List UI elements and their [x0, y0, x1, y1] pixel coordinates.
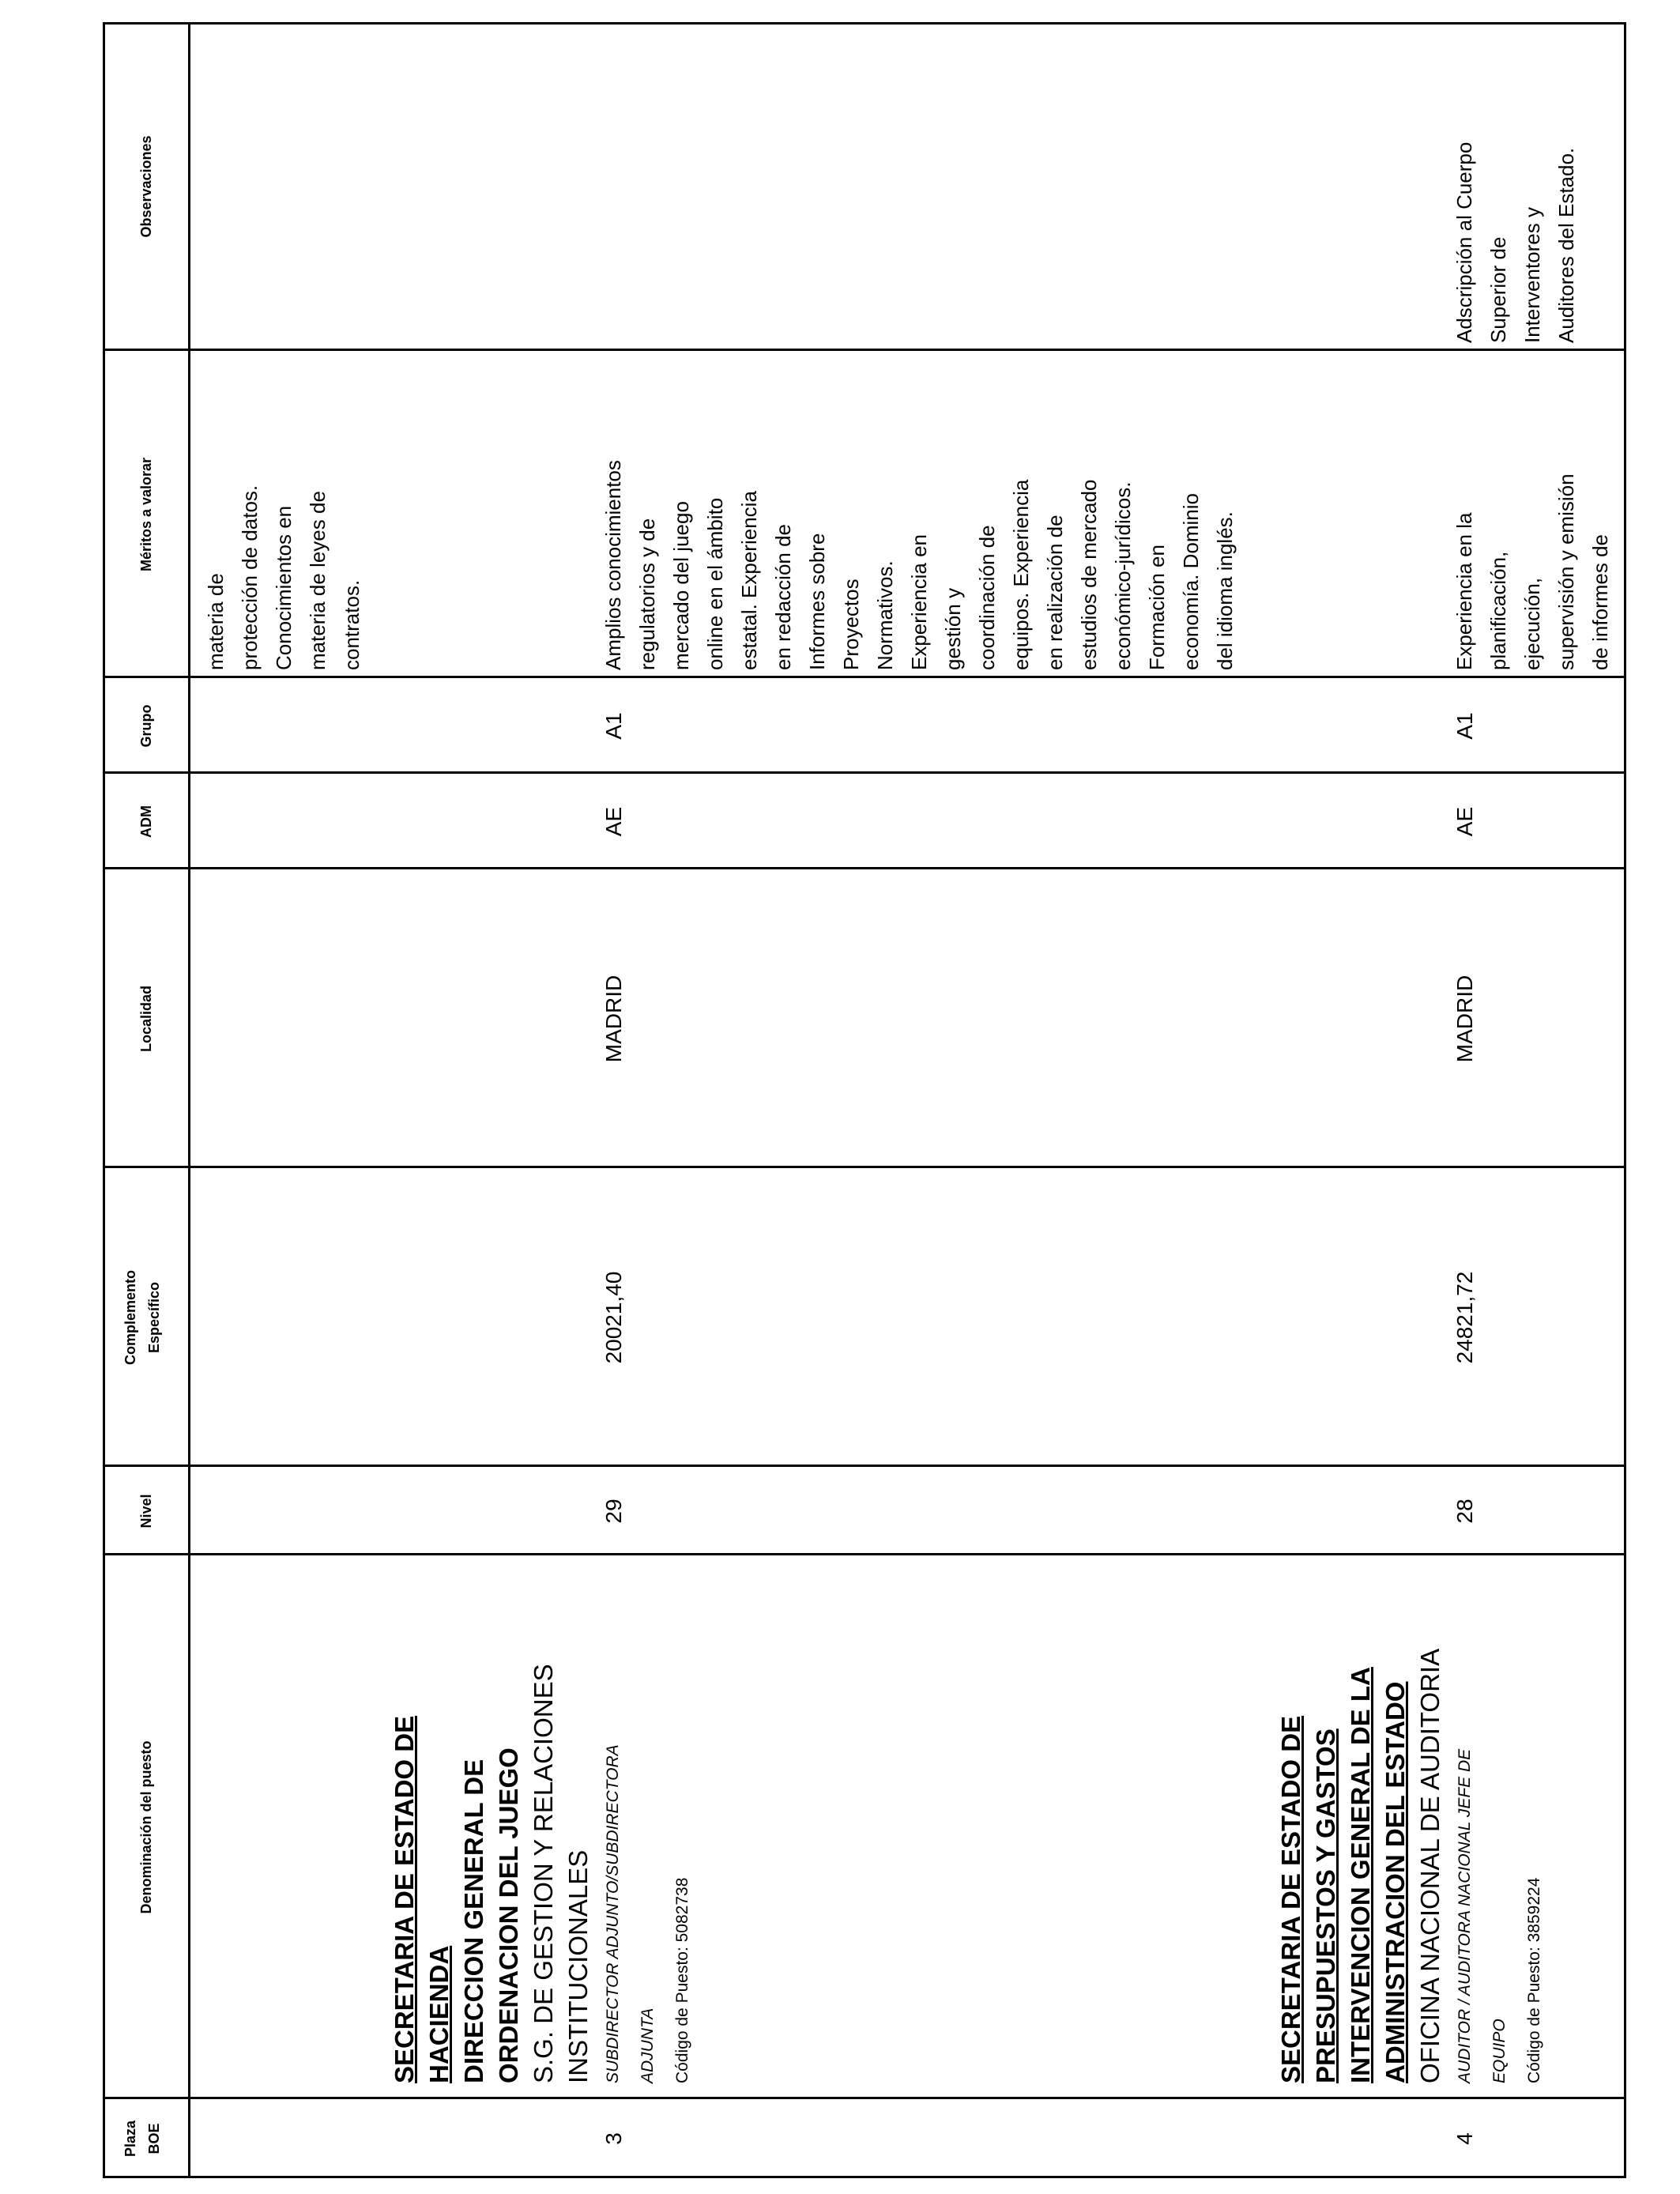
obs-line: Interventores y: [1520, 207, 1544, 343]
row2-grupo-value: A1: [1452, 712, 1477, 740]
header-complemento-line2: Específico: [146, 1281, 162, 1354]
row1-secretaria-line: SECRETARIA DE ESTADO DE: [390, 1715, 419, 2083]
row1-direccion-line: ORDENACION DEL JUEGO: [494, 1747, 523, 2083]
col-sep-6: [103, 771, 1626, 774]
merit-line: materia de leyes de: [306, 491, 330, 670]
row2-puesto-line: AUDITOR / AUDITORA NACIONAL JEFE DE: [1456, 1748, 1474, 2083]
merit-line: Conocimientos en: [272, 505, 296, 670]
merit-line: en redacción de: [771, 523, 795, 670]
merit-line: de informes de: [1588, 534, 1612, 670]
row2-secretaria-line: SECRETARIA DE ESTADO DE: [1276, 1715, 1305, 2083]
row1-unidad-line: INSTITUCIONALES: [563, 1849, 593, 2083]
row2-meritos: [1448, 354, 1618, 670]
header-nivel: [134, 1467, 158, 1555]
header-complemento-line1: Complemento: [122, 1270, 138, 1366]
header-nivel-label: Nivel: [138, 1494, 154, 1529]
row1-direccion-line: DIRECCION GENERAL DE: [459, 1759, 488, 2083]
merit-line: coordinación de: [975, 525, 999, 670]
header-adm-label: ADM: [138, 805, 154, 838]
row1-plaza-value: 3: [601, 2132, 626, 2145]
header-complemento: [119, 1168, 166, 1467]
row1-plaza: [597, 2099, 631, 2178]
merit-line: regulatorios y de: [635, 518, 659, 670]
carryover-meritos: [199, 354, 369, 670]
merit-line: equipos. Experiencia: [1009, 479, 1033, 670]
row2-puesto-line: EQUIPO: [1490, 2019, 1509, 2083]
obs-line: Auditores del Estado.: [1554, 147, 1578, 343]
row1-puesto-line: SUBDIRECTOR ADJUNTO/SUBDIRECTORA: [604, 1744, 622, 2083]
merit-line: Proyectos: [839, 579, 863, 670]
merit-line: online en el ámbito: [703, 497, 727, 670]
merit-line: materia de: [204, 573, 228, 670]
merit-line: Normativos.: [873, 560, 897, 670]
row2-plaza: [1448, 2099, 1482, 2178]
merit-line: Amplios conocimientos: [601, 460, 625, 670]
row2-unidad-line: OFICINA NACIONAL DE AUDITORIA: [1415, 1648, 1445, 2083]
header-meritos: [134, 351, 158, 678]
row2-secretaria-line: PRESUPUESTOS Y GASTOS: [1311, 1728, 1340, 2083]
col-sep-7: [103, 676, 1626, 678]
merit-line: en realización de: [1043, 515, 1067, 670]
col-sep-3: [103, 1465, 1626, 1467]
col-sep-1: [103, 2097, 1626, 2099]
merit-line: Experiencia en la: [1452, 512, 1476, 670]
merit-line: economía. Dominio: [1179, 493, 1203, 670]
header-denominacion-label: Denominación del puesto: [138, 1740, 154, 1914]
row1-secretaria-line: HACIENDA: [424, 1945, 454, 2083]
row1-codigo: Código de Puesto: 5082738: [673, 1877, 691, 2083]
merit-line: del idioma inglés.: [1213, 511, 1237, 670]
merit-line: Informes sobre: [805, 533, 829, 670]
row1-localidad: [597, 869, 631, 1168]
obs-line: Adscripción al Cuerpo: [1452, 141, 1476, 343]
header-denominacion: [134, 1555, 158, 2099]
row1-denominacion: [387, 1555, 700, 2083]
merit-line: protección de datos.: [238, 484, 262, 670]
header-meritos-label: Méritos a valorar: [138, 457, 154, 572]
row2-nivel: [1448, 1467, 1482, 1555]
merit-line: mercado del juego: [669, 501, 693, 670]
row1-nivel: [597, 1467, 631, 1555]
header-grupo: [134, 678, 158, 774]
row2-nivel-value: 28: [1452, 1498, 1477, 1524]
row2-denominacion: [1274, 1555, 1552, 2083]
header-localidad: [134, 869, 158, 1168]
row2-complemento-value: 24821,72: [1452, 1271, 1477, 1364]
merit-line: supervisión y emisión: [1554, 473, 1578, 670]
merit-line: ejecución,: [1520, 577, 1544, 670]
row2-localidad-value: MADRID: [1452, 974, 1477, 1063]
row1-localidad-value: MADRID: [601, 974, 626, 1063]
col-sep-4: [103, 1166, 1626, 1168]
row2-grupo: [1448, 678, 1482, 774]
header-adm: [134, 774, 158, 869]
merit-line: contratos.: [340, 579, 363, 670]
header-plaza: [119, 2099, 166, 2178]
header-plaza-line2: BOE: [146, 2123, 162, 2154]
merit-line: estatal. Experiencia: [737, 491, 761, 670]
row1-complemento: [597, 1168, 631, 1467]
merit-line: estudios de mercado: [1077, 479, 1101, 670]
row1-grupo-value: A1: [601, 712, 626, 740]
header-divider: [188, 22, 190, 2178]
row2-codigo: Código de Puesto: 3859224: [1525, 1877, 1543, 2083]
row2-adm: [1448, 774, 1482, 869]
row1-unidad-line: S.G. DE GESTION Y RELACIONES: [529, 1664, 558, 2083]
row2-complemento: [1448, 1168, 1482, 1467]
row1-meritos: [597, 354, 1242, 670]
row2-direccion-line: ADMINISTRACION DEL ESTADO: [1381, 1681, 1410, 2083]
header-observaciones: [134, 22, 158, 351]
header-localidad-label: Localidad: [138, 986, 154, 1053]
merit-line: Experiencia en: [907, 534, 931, 670]
merit-line: Formación en: [1145, 545, 1169, 670]
row2-adm-value: AE: [1452, 806, 1477, 837]
row1-adm-value: AE: [601, 806, 626, 837]
header-plaza-line1: Plaza: [122, 2120, 138, 2158]
row1-puesto-line: ADJUNTA: [638, 2007, 657, 2083]
obs-line: Superior de: [1486, 236, 1510, 343]
row2-direccion-line: INTERVENCION GENERAL DE LA: [1346, 1667, 1375, 2083]
row1-grupo: [597, 678, 631, 774]
header-observaciones-label: Observaciones: [138, 135, 154, 238]
col-sep-8: [103, 349, 1626, 351]
merit-line: gestión y: [941, 587, 965, 670]
row2-observaciones: [1448, 27, 1584, 343]
row2-localidad: [1448, 869, 1482, 1168]
merit-line: planificación,: [1486, 551, 1510, 670]
row1-complemento-value: 20021,40: [601, 1271, 626, 1364]
row1-nivel-value: 29: [601, 1498, 626, 1524]
header-grupo-label: Grupo: [138, 704, 154, 748]
col-sep-5: [103, 867, 1626, 869]
row1-adm: [597, 774, 631, 869]
merit-line: económico-jurídicos.: [1111, 481, 1135, 670]
row2-plaza-value: 4: [1452, 2132, 1477, 2145]
